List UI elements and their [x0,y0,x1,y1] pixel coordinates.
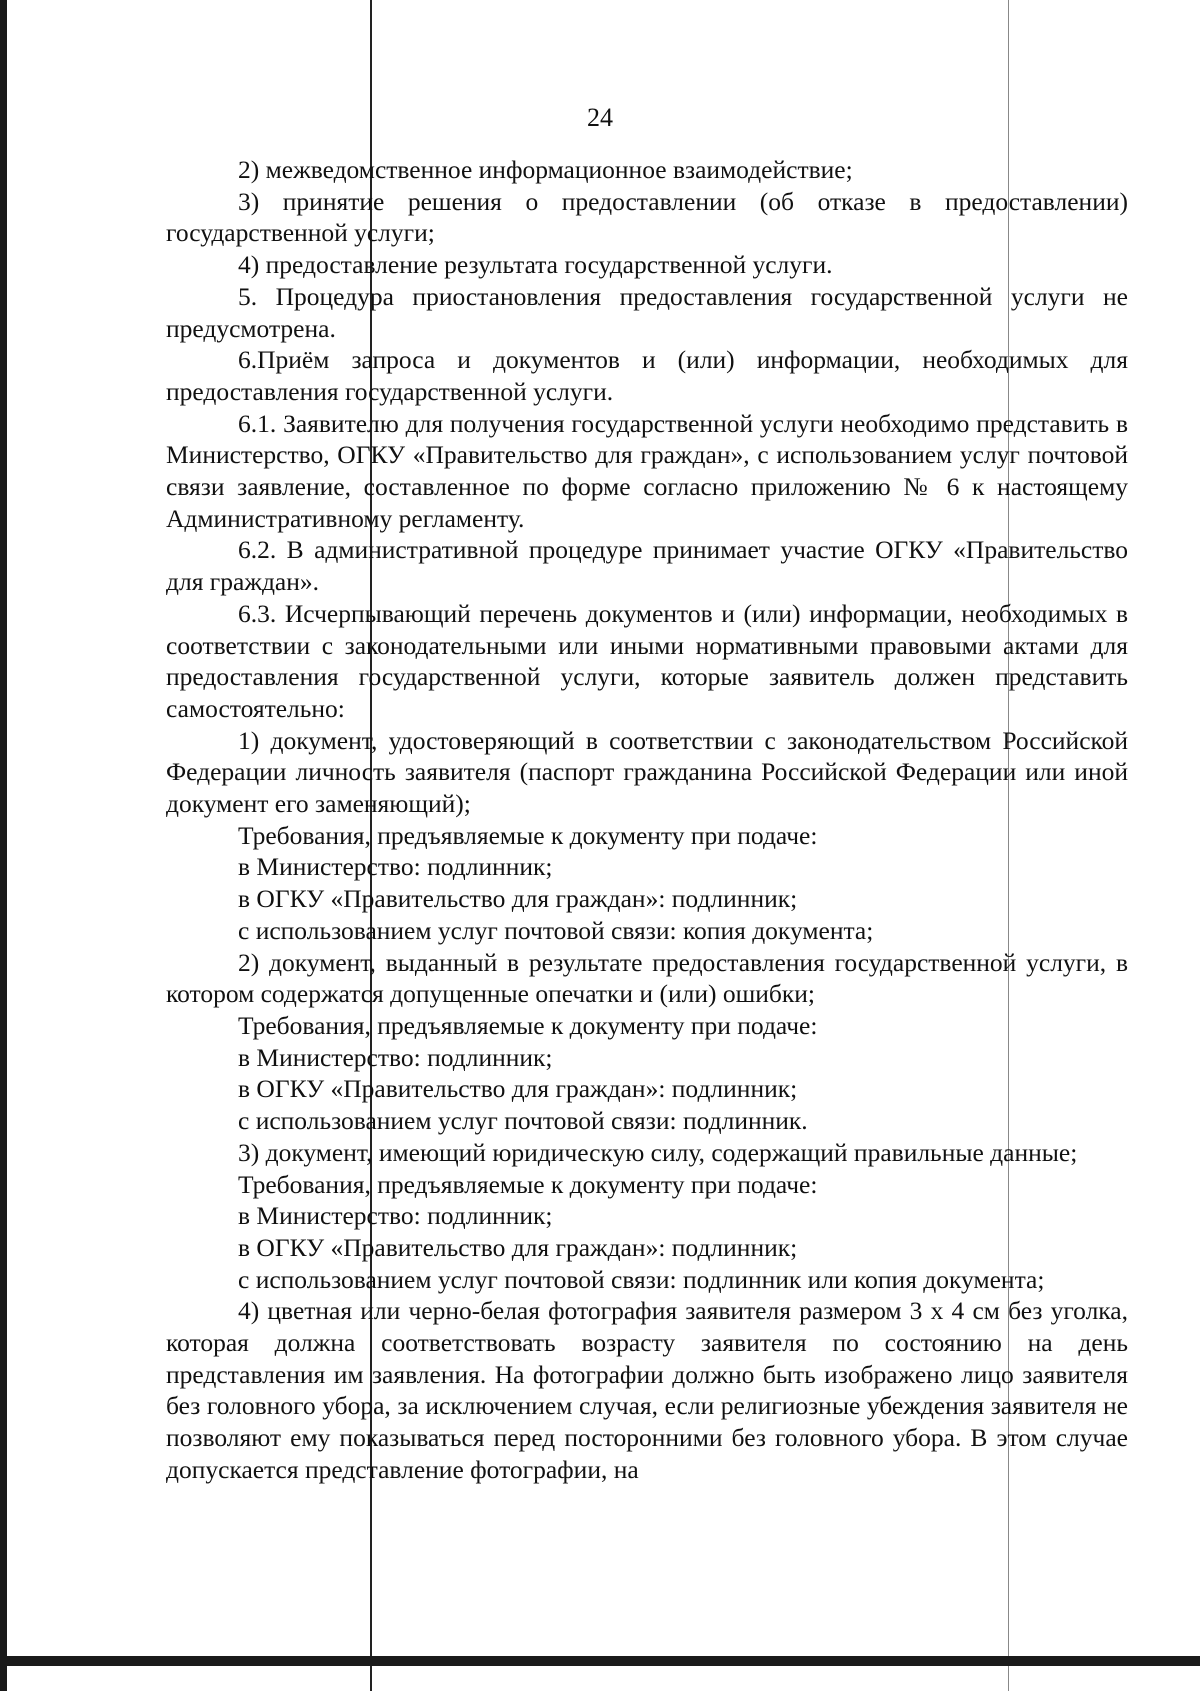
paragraph: в ОГКУ «Правительство для граждан»: подлинник; [238,884,798,914]
paragraph: 6.2. В административной процедуре принимает участие ОГКУ «Правительство для граждан». [166,535,1128,597]
paragraph: 2) межведомственное информационное взаимодействие; [238,155,853,184]
paragraph: 6.1. Заявителю для получения государственной услуги необходимо представить в Министерство, ОГКУ «Правительство для граждан», с использованием услуг почтовой связи заявление, составленное по форме согласно приложению № 6 к настоящему Административному регламенту. [166,408,1128,533]
paragraph: в ОГКУ «Правительство для граждан»: подлинник; [238,1074,798,1104]
document-body [166,154,1128,1486]
paragraph: 5. Процедура приостановления предоставления государственной услуги не предусмотрена. [166,281,1128,343]
paragraph: 6.3. Исчерпывающий перечень документов и (или) информации, необходимых в соответствии с законодательными или иными нормативными правовыми актами для предоставления государственной услуги, которые заявитель должен представить самостоятельно: [166,598,1128,723]
paragraph: Требования, предъявляемые к документу при подаче: [238,820,818,850]
paragraph: Требования, предъявляемые к документу при подаче: [238,1169,818,1199]
page-number: 24 [587,103,613,132]
paragraph: с использованием услуг почтовой связи: копия документа; [238,915,874,945]
paragraph: в Министерство: подлинник; [238,1201,553,1231]
paragraph: Требования, предъявляемые к документу при подаче: [238,1010,818,1040]
scan-left-border [0,0,7,1691]
paragraph: в ОГКУ «Правительство для граждан»: подлинник; [238,1232,798,1262]
paragraph: с использованием услуг почтовой связи: подлинник. [238,1106,808,1136]
paragraph: 2) документ, выданный в результате предоставления государственной услуги, в котором содержатся допущенные опечатки и (или) ошибки; [166,947,1128,1009]
paragraph: 3) принятие решения о предоставлении (об отказе в предоставлении) государственной услуги; [166,186,1128,248]
paragraph: с использованием услуг почтовой связи: подлинник или копия документа; [238,1264,1045,1294]
paragraph: 4) предоставление результата государственной услуги. [238,250,833,280]
paragraph: в Министерство: подлинник; [238,852,553,882]
paragraph: 4) цветная или черно-белая фотография заявителя размером 3 х 4 см без уголка, которая должна соответствовать возрасту заявителя по состоянию на день представления им заявления. На фотографии должно быть изображено лицо заявителя без головного убора, за исключением случая, если религиозные убеждения заявителя не позволяют ему показываться перед посторонними без головного убора. В этом случае допускается представление фотографии, на [166,1296,1128,1484]
paragraph: в Министерство: подлинник; [238,1042,553,1072]
paragraph: 6.Приём запроса и документов и (или) информации, необходимых для предоставления государственной услуги. [166,345,1128,406]
paragraph: 1) документ, удостоверяющий в соответствии с законодательством Российской Федерации личность заявителя (паспорт гражданина Российской Федерации или иной документ его заменяющий); [166,725,1128,819]
scan-bottom-edge [0,1656,1200,1666]
paragraph: 3) документ, имеющий юридическую силу, содержащий правильные данные; [238,1137,1078,1167]
